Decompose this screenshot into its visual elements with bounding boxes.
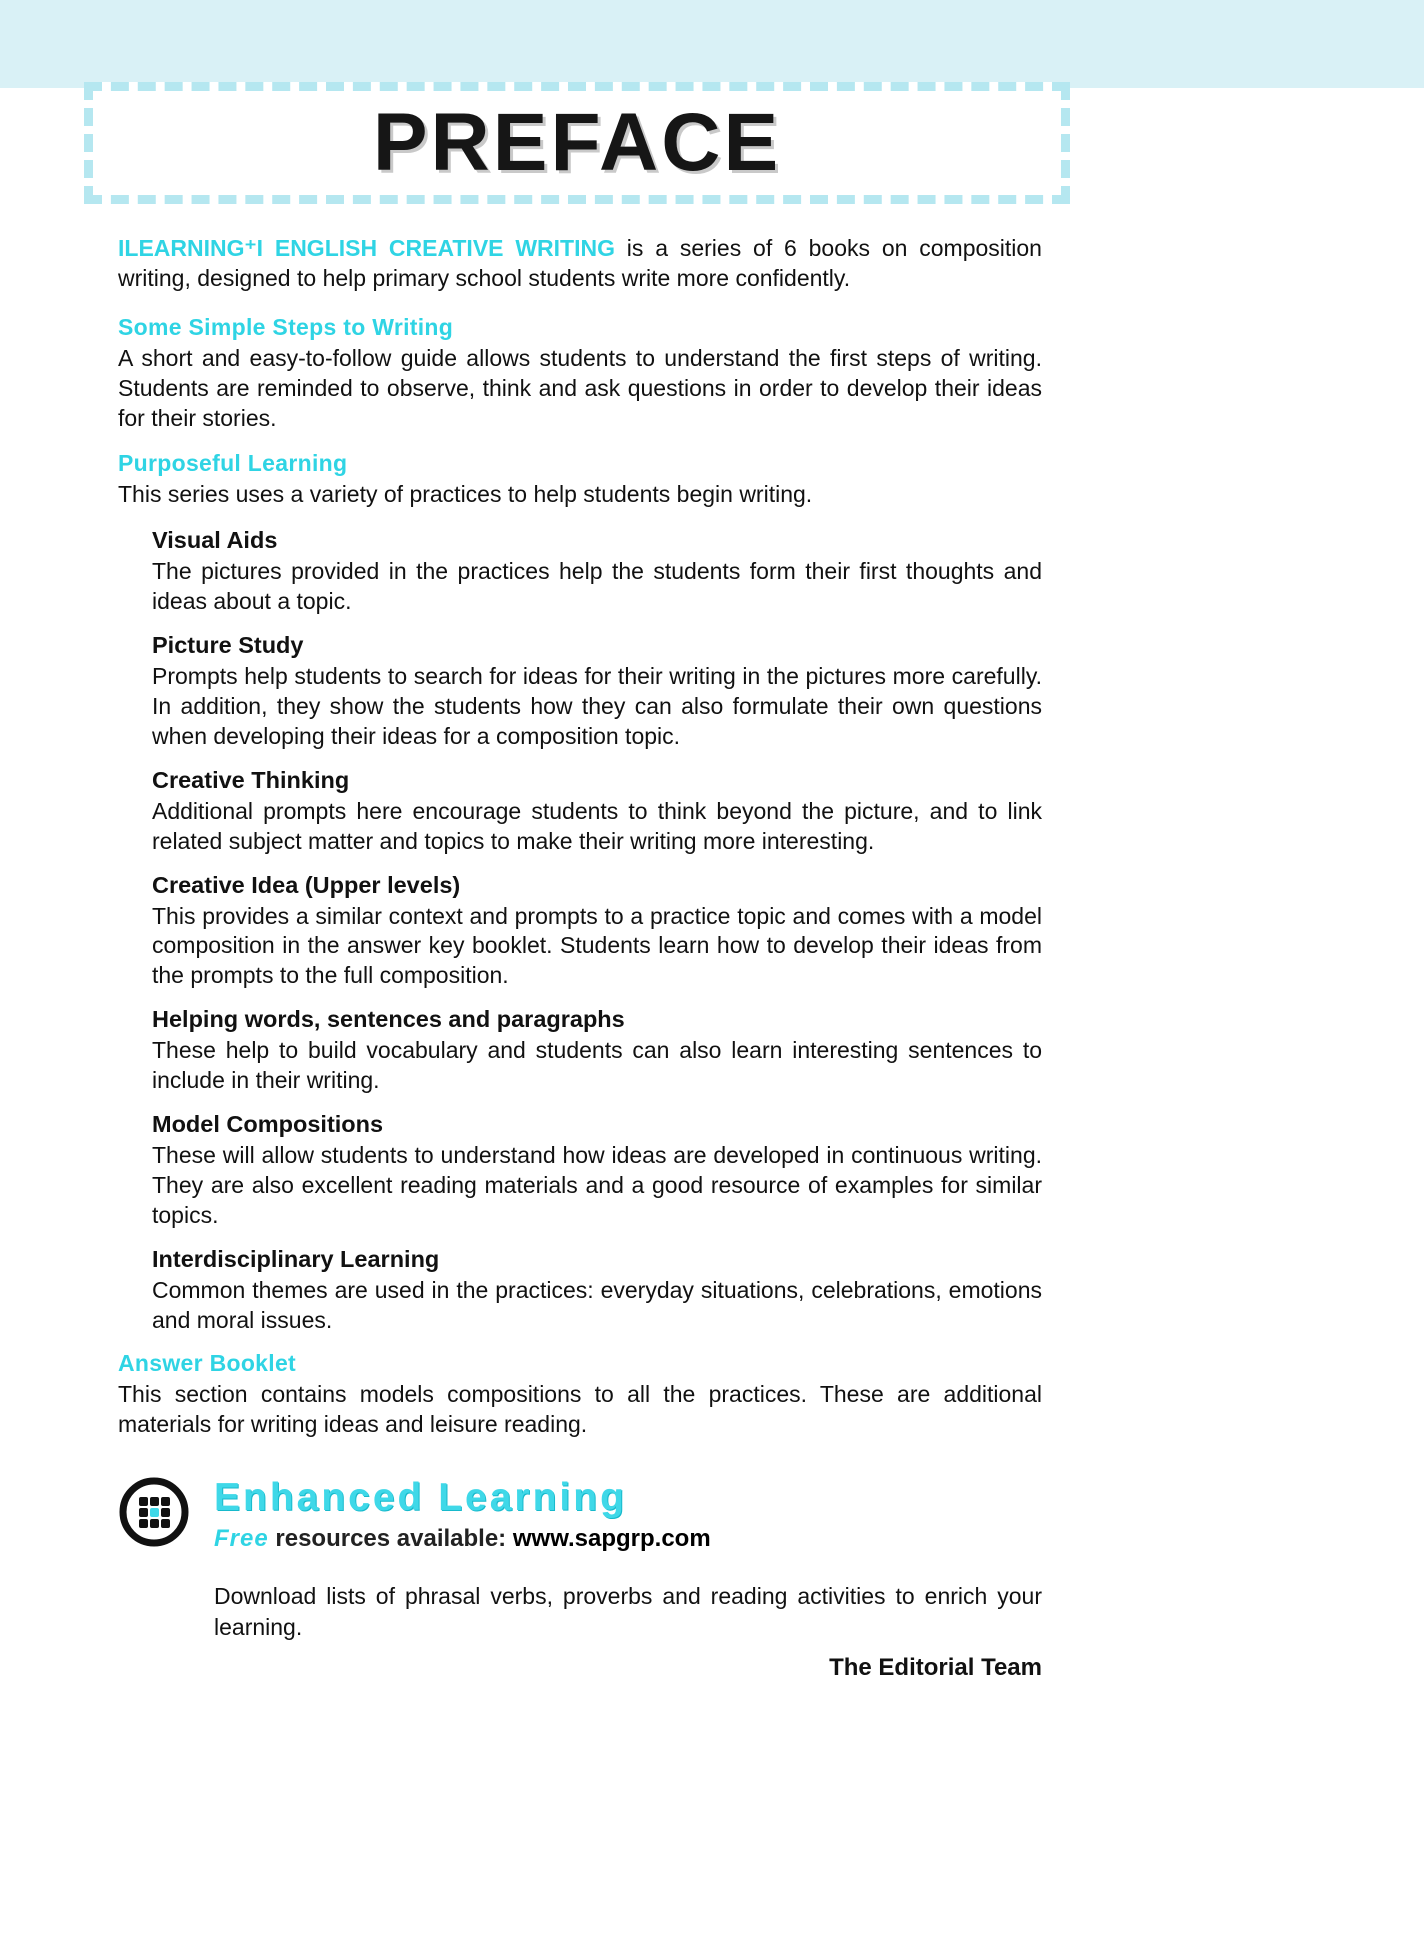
subsection-body: Prompts help students to search for ideas for their writing in the pictures more carefully. In addition, they show the students how they can also formulate their own questions when developing their ideas for a composition topic. [152,663,1042,749]
subsection-heading: Creative Thinking [152,766,350,793]
download-paragraph: Download lists of phrasal verbs, proverbs and reading activities to enrich your learning. [214,1583,1042,1640]
page-title: PREFACE [372,97,782,188]
section-purposeful-learning [118,450,1042,510]
subsection-heading: Helping words, sentences and paragraphs [152,1006,625,1033]
resources-text: resources available: [275,1525,507,1553]
editorial-team-signature: The Editorial Team [829,1653,1042,1681]
enhanced-learning-title: Enhanced Learning [214,1476,627,1520]
content-area [118,234,1042,1682]
subsection-heading: Picture Study [152,632,304,659]
free-label: Free [214,1525,269,1553]
section-heading: Some Simple Steps to Writing [118,313,454,340]
subsection-visual-aids [152,527,1042,617]
subsection-creative-thinking [152,767,1042,857]
intro-paragraph [118,234,1042,294]
subsection-interdisciplinary [152,1246,1042,1336]
brand-name: ILEARNING⁺I ENGLISH CREATIVE WRITING [118,235,615,261]
intro-text: is a series of 6 books on composition writing, designed to help primary school students write more confidently. [118,235,1042,291]
enhanced-learning-block [118,1476,1042,1682]
subsection-model-compositions [152,1111,1042,1231]
enhanced-learning-logo [118,1476,190,1553]
section-heading: Purposeful Learning [118,450,348,477]
subsection-heading: Visual Aids [152,527,278,554]
preface-title-box [84,82,1070,204]
enhanced-learning-text [214,1476,1042,1682]
subsection-helping-words [152,1006,1042,1096]
pixel-grid-icon [118,1476,190,1548]
subsection-body: This provides a similar context and prompts to a practice topic and comes with a model composition in the answer key booklet. Students learn how to develop their ideas from the prompts to the full composition. [152,902,1042,989]
section-body: A short and easy-to-follow guide allows students to understand the first steps of writing. Students are reminded to observe, think and ask questions in order to develop their ideas for their stories. [118,344,1042,431]
subsection-picture-study [152,632,1042,752]
resources-url: www.sapgrp.com [512,1525,711,1553]
subsection-body: The pictures provided in the practices help the students form their first thoughts and ideas about a topic. [152,558,1042,615]
subsection-body: Common themes are used in the practices: everyday situations, celebrations, emotions and moral issues. [152,1276,1042,1333]
subsection-heading: Model Compositions [152,1111,384,1138]
section-heading: Answer Booklet [118,1350,297,1377]
section-answer-booklet [118,1350,1042,1440]
subsection-creative-idea [152,872,1042,992]
free-resources-line [214,1525,1042,1553]
subsection-body: These help to build vocabulary and students can also learn interesting sentences to include in their writing. [152,1037,1042,1094]
subsection-list [152,527,1042,1335]
section-body: This series uses a variety of practices to help students begin writing. [118,481,813,508]
section-body: This section contains models compositions to all the practices. These are additional materials for writing ideas and leisure reading. [118,1381,1042,1438]
subsection-body: These will allow students to understand how ideas are developed in continuous writing. They are also excellent reading materials and a good resource of examples for similar topics. [152,1142,1042,1228]
subsection-heading: Creative Idea (Upper levels) [152,871,461,898]
subsection-heading: Interdisciplinary Learning [152,1245,440,1272]
section-simple-steps [118,314,1042,434]
subsection-body: Additional prompts here encourage students to think beyond the picture, and to link related subject matter and topics to make their writing more interesting. [152,797,1042,854]
